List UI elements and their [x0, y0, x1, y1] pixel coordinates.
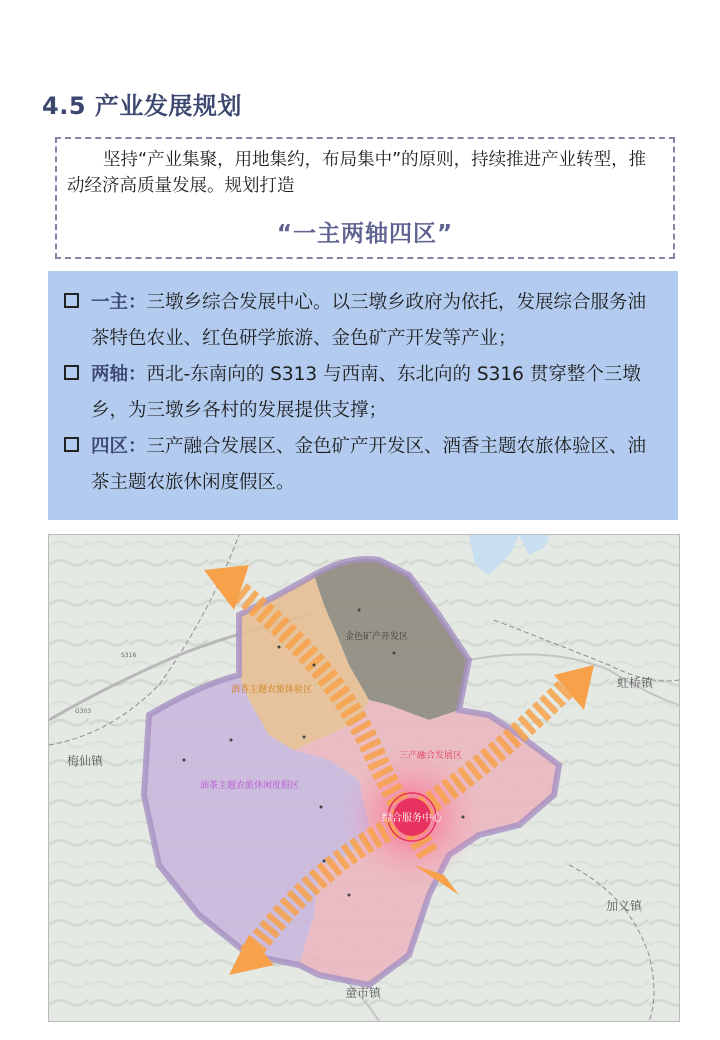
intro-highlight: “一主两轴四区”	[276, 221, 454, 247]
bullet-key: 一主：	[91, 292, 147, 313]
bullet-text	[91, 429, 664, 501]
village-dot	[358, 609, 361, 612]
village-dot	[313, 664, 316, 667]
town-label-jiayi: 加义镇	[606, 899, 643, 913]
square-bullet-icon	[64, 365, 79, 380]
village-dot	[303, 736, 306, 739]
zone-label-wine: 酒香主题农旅体验区	[231, 685, 313, 695]
intro-text: 坚持“产业集聚，用地集约，布局集中”的原则，持续推进产业转型，推动经济高质量发展。规划打造	[67, 150, 647, 196]
bullet-body: 三墩乡综合发展中心。以三墩乡政府为依托，发展综合服务油茶特色农业、红色研学旅游、金色矿产开发等产业；	[91, 292, 647, 349]
bullet-item	[64, 429, 664, 501]
bullet-key: 两轴：	[91, 364, 147, 385]
bullet-text	[91, 357, 664, 429]
road-label: G303	[75, 708, 92, 715]
industry-plan-map	[48, 534, 680, 1022]
bullet-body: 三产融合发展区、金色矿产开发区、酒香主题农旅体验区、油茶主题农旅休闲度假区。	[91, 436, 647, 493]
intro-box	[55, 137, 675, 259]
road-label: S316	[121, 652, 137, 659]
village-dot	[230, 739, 233, 742]
village-dot	[348, 894, 351, 897]
zone-label-camellia: 油茶主题农旅休闲度假区	[200, 781, 300, 791]
village-dot	[278, 646, 281, 649]
village-dot	[462, 816, 465, 819]
village-dot	[393, 652, 396, 655]
section-title: 4.5 产业发展规划	[42, 92, 242, 120]
bullet-key: 四区：	[91, 436, 147, 457]
square-bullet-icon	[64, 437, 79, 452]
bullet-item	[64, 357, 664, 429]
zone-label-tertiary: 三产融合发展区	[399, 751, 463, 761]
square-bullet-icon	[64, 293, 79, 308]
village-dot	[320, 806, 323, 809]
bullet-body: 西北-东南向的 S313 与西南、东北向的 S316 贯穿整个三墩乡，为三墩乡各村的发展提供支撑；	[91, 364, 641, 421]
strategy-box	[48, 271, 678, 520]
village-dot	[183, 759, 186, 762]
map-svg	[49, 535, 679, 1021]
village-dot	[323, 860, 326, 863]
bullet-text	[91, 285, 664, 357]
town-label-meixian: 梅仙镇	[67, 754, 104, 768]
town-label-hongqiao: 虹桥镇	[617, 676, 654, 690]
center-label: 综合服务中心	[382, 813, 442, 824]
zone-label-mining: 金色矿产开发区	[345, 632, 409, 642]
bullet-item	[64, 285, 664, 357]
town-label-tongshi: 童市镇	[345, 986, 382, 1000]
